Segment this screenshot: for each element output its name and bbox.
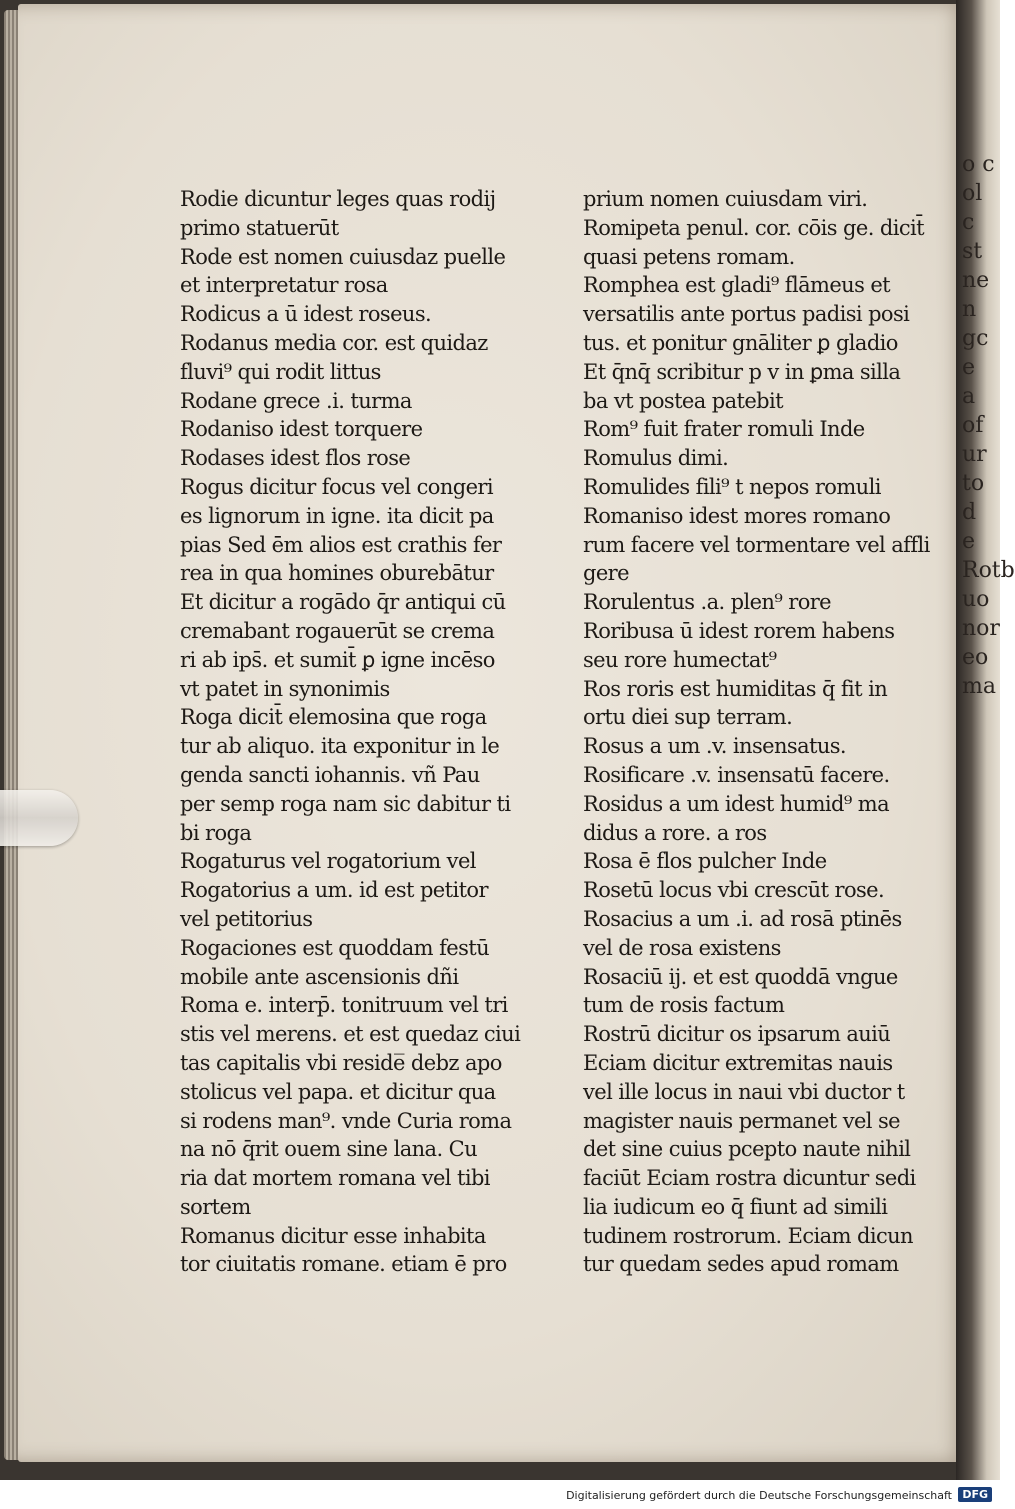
text-line: na nō q̄rit ouem sine lana. Cu [180, 1137, 478, 1162]
text-line: Ros roris est humiditas q̄ fit in [583, 676, 888, 701]
text-line: magister nauis permanet vel se [583, 1108, 900, 1133]
text-line: cremabant rogauerūt se crema [180, 618, 495, 643]
facing-text-fragment: Rotb [962, 558, 1015, 583]
text-line: tor ciuitatis romane. etiam ē pro [180, 1252, 507, 1277]
text-line: Rodie dicuntur leges quas rodij [180, 187, 496, 211]
facing-text-fragment: ol [962, 181, 983, 206]
text-line: tur ab aliquo. ita exponitur in le [180, 734, 500, 759]
text-line: Rodane grece .i. turma [180, 388, 412, 413]
text-line: tas capitalis vbi reside̅ debz apo [180, 1050, 502, 1075]
facing-text-fragment: st [962, 239, 983, 264]
facing-text-fragment: e [962, 529, 976, 554]
facing-text-fragment: e [962, 355, 976, 380]
text-line: Roma e. interp̄. tonitruum vel tri [180, 993, 508, 1018]
text-line: tum de rosis factum [583, 993, 785, 1018]
text-line: Rodicus a ū idest roseus. [180, 302, 432, 327]
text-line: Rosetū locus vbi crescūt rose. [583, 878, 885, 903]
facing-text-fragment: d [962, 500, 977, 525]
facing-text-fragment: a [962, 384, 976, 409]
text-line: et interpretatur rosa [180, 273, 388, 298]
text-line: versatilis ante portus padisi posi [583, 302, 910, 327]
text-line: pias Sed ēm alios est crathis fer [180, 532, 502, 557]
text-line: vel ille locus in naui vbi ductor t [583, 1079, 905, 1104]
facing-text-fragment: ne [962, 268, 990, 293]
text-line: Rorulentus .a. plen⁹ rore [583, 590, 832, 615]
text-line: Romulides fili⁹ t nepos romuli [583, 474, 881, 499]
text-line: tur quedam sedes apud romam [583, 1252, 899, 1277]
text-line: tus. et ponitur gnāliter ꝑ gladio [583, 330, 898, 355]
text-line: ba vt postea patebit [583, 388, 783, 413]
text-line: ria dat mortem romana vel tibi [180, 1166, 490, 1191]
facing-text-fragment: c [962, 210, 975, 235]
text-line: Rogaciones est quoddam festū [180, 935, 490, 960]
facing-text-fragment: uo [962, 587, 990, 612]
text-line: gere [583, 561, 629, 586]
facing-text-fragment: n [962, 297, 977, 322]
text-line: Rosidus a um idest humid⁹ ma [583, 791, 890, 816]
text-line: Romaniso idest mores romano [583, 503, 891, 528]
text-line: Rode est nomen cuiusdaz puelle [180, 244, 506, 269]
text-line: Romanus dicitur esse inhabita [180, 1223, 486, 1248]
right-column-text [583, 185, 930, 1279]
text-line: Rosus a um .v. insensatus. [583, 734, 846, 759]
text-line: prium nomen cuiusdam viri. [583, 187, 868, 211]
text-line: Romipeta penul. cor. cōis ge. dicit̄ [583, 215, 924, 240]
text-line: Rodases idest flos rose [180, 446, 411, 471]
facing-text-fragment: ur [962, 442, 987, 467]
text-line: Rostrū dicitur os ipsarum auiū [583, 1022, 891, 1047]
facing-text-fragment: gc [962, 326, 989, 351]
text-line: bi roga [180, 820, 252, 845]
facing-page-fragment [962, 150, 1015, 950]
text-line: sortem [180, 1194, 251, 1219]
text-line: Rosa ē flos pulcher Inde [583, 849, 827, 874]
text-line: Rodanus media cor. est quidaz [180, 330, 488, 355]
text-line: rea in qua homines oburebātur [180, 561, 494, 586]
text-line: stolicus vel papa. et dicitur qua [180, 1079, 496, 1104]
left-column-text [180, 185, 520, 1279]
facing-text-fragment: o c [962, 152, 995, 177]
text-line: vel de rosa existens [583, 935, 781, 960]
facing-text-fragment: of [962, 413, 984, 438]
text-line: ri ab ips̄. et sumit̄ ꝑ igne incēso [180, 647, 495, 672]
facing-text-fragment: ma [962, 674, 996, 699]
text-line: Rosacius a um .i. ad rosā ptinēs [583, 906, 902, 931]
text-line: Eciam dicitur extremitas nauis [583, 1050, 893, 1075]
text-line: seu rore humectat⁹ [583, 647, 777, 672]
text-line: didus a rore. a ros [583, 820, 767, 845]
text-line: si rodens man⁹. vnde Curia roma [180, 1108, 512, 1133]
text-line: per semp roga nam sic dabitur ti [180, 791, 511, 816]
facing-text-fragment: to [962, 471, 985, 496]
text-line: Romulus dimi. [583, 446, 729, 471]
dfg-logo: DFG [958, 1487, 992, 1502]
text-line: faciūt Eciam rostra dicuntur sedi [583, 1166, 916, 1191]
text-line: Et dicitur a rogādo q̄r antiqui cū [180, 590, 506, 615]
text-line: Rodaniso idest torquere [180, 417, 423, 442]
text-line: Roga dicit̄ elemosina que roga [180, 705, 487, 730]
text-line: Rosificare .v. insensatū facere. [583, 762, 890, 787]
text-line: det sine cuius pcepto naute nihil [583, 1137, 911, 1162]
text-line: vel petitorius [180, 906, 313, 931]
text-line: Et q̄nq̄ scribitur p v in ꝑma silla [583, 359, 901, 384]
facing-text-fragment: nor [962, 616, 1000, 641]
text-line: genda sancti iohannis. vñ Pau [180, 762, 480, 787]
text-line: quasi petens romam. [583, 244, 795, 269]
text-line: ortu diei sup terram. [583, 705, 793, 730]
text-line: lia iudicum eo q̄ fiunt ad simili [583, 1194, 888, 1219]
page-clip [0, 790, 78, 846]
text-line: Rogus dicitur focus vel congeri [180, 474, 493, 499]
text-line: tudinem rostrorum. Eciam dicun [583, 1223, 913, 1248]
text-line: Rosaciū ij. et est quoddā vngue [583, 964, 898, 989]
text-line: Romphea est gladi⁹ flāmeus et [583, 273, 891, 298]
text-line: es lignorum in igne. ita dicit pa [180, 503, 494, 528]
text-line: Rogatorius a um. id est petitor [180, 878, 488, 903]
text-line: rum facere vel tormentare vel affli [583, 532, 930, 557]
funding-credit: Digitalisierung gefördert durch die Deutsche Forschungsgemeinschaft [566, 1489, 952, 1502]
text-line: stis vel merens. et est quedaz ciui [180, 1022, 521, 1047]
text-line: Rogaturus vel rogatorium vel [180, 849, 476, 874]
facing-text-fragment: eo [962, 645, 989, 670]
text-line: Roribusa ū idest rorem habens [583, 618, 895, 643]
text-line: primo statuerūt [180, 215, 339, 240]
text-line: Rom⁹ fuit frater romuli Inde [583, 417, 865, 442]
text-line: fluvi⁹ qui rodit littus [180, 359, 381, 384]
text-line: vt patet in synonimis [180, 676, 390, 701]
text-line: mobile ante ascensionis dñi [180, 964, 459, 989]
